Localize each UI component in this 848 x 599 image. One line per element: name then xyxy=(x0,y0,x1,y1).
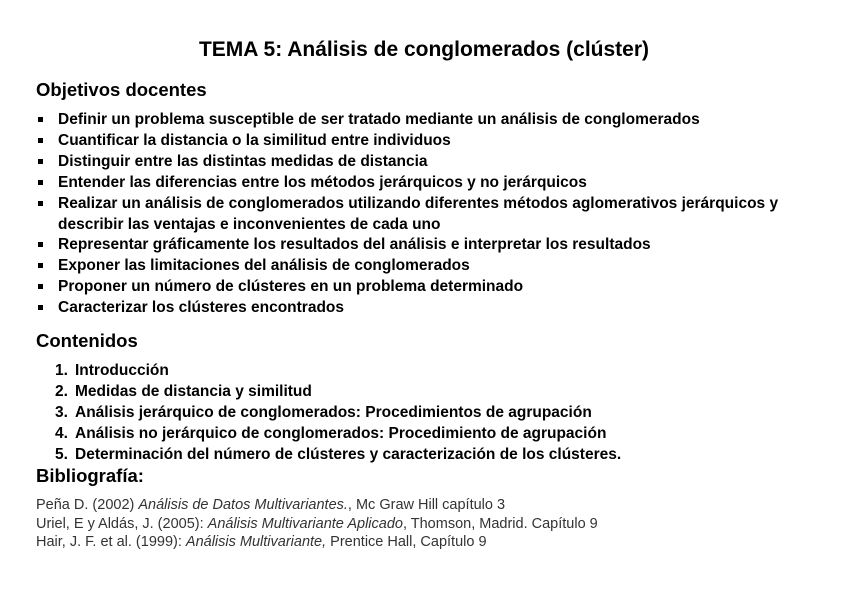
list-item-text: Exponer las limitaciones del análisis de conglomerados xyxy=(58,257,470,275)
objetivos-list xyxy=(36,110,826,319)
list-item-text: Distinguir entre las distintas medidas de distancia xyxy=(58,152,428,170)
objetivos-heading: Objetivos docentes xyxy=(36,79,207,100)
item-number: 1. xyxy=(55,362,68,379)
list-item xyxy=(55,424,835,445)
reference-author: Uriel, E y Aldás, J. (2005): xyxy=(36,515,208,532)
contenidos-heading: Contenidos xyxy=(36,330,138,351)
reference-publisher: , Mc Graw Hill capítulo 3 xyxy=(347,497,506,513)
list-item-text: Análisis jerárquico de conglomerados: Procedimientos de agrupación xyxy=(75,403,592,421)
list-item xyxy=(36,277,826,298)
bullet-icon xyxy=(38,201,43,206)
bibliografia-heading: Bibliografía: xyxy=(36,465,144,486)
item-number: 3. xyxy=(55,403,68,421)
item-number: 2. xyxy=(55,382,68,400)
reference-publisher: , Thomson, Madrid. Capítulo 9 xyxy=(402,515,598,532)
reference xyxy=(36,533,826,552)
list-item xyxy=(36,110,826,131)
list-item xyxy=(55,445,835,466)
list-item xyxy=(36,298,826,319)
list-item xyxy=(55,403,835,424)
list-item-text: Proponer un número de clústeres en un problema determinado xyxy=(58,278,524,296)
bullet-icon xyxy=(38,305,43,310)
list-item-text: Determinación del número de clústeres y caracterización de los clústeres. xyxy=(75,445,622,463)
page-title: TEMA 5: Análisis de conglomerados (clúster) xyxy=(198,38,650,61)
reference-title: Análisis Multivariante, xyxy=(185,534,327,550)
list-item xyxy=(36,194,826,236)
reference-author: Peña D. (2002) xyxy=(36,497,139,513)
bullet-icon xyxy=(38,180,43,185)
list-item xyxy=(36,152,826,173)
reference xyxy=(36,515,826,534)
bullet-icon xyxy=(38,117,43,122)
bullet-icon xyxy=(38,284,43,289)
list-item xyxy=(55,382,835,403)
list-item xyxy=(36,235,826,256)
reference-author: Hair, J. F. et al. (1999): xyxy=(36,534,186,550)
reference-title: Análisis Multivariante Aplicado xyxy=(207,515,403,532)
contenidos-list xyxy=(55,361,835,466)
list-item-text: Cuantificar la distancia o la similitud entre individuos xyxy=(58,131,451,149)
list-item-text: Entender las diferencias entre los métodos jerárquicos y no jerárquicos xyxy=(58,173,587,191)
list-item-text: Introducción xyxy=(75,362,169,379)
bullet-icon xyxy=(38,159,43,164)
reference-publisher: Prentice Hall, Capítulo 9 xyxy=(326,534,487,550)
list-item-text: Caracterizar los clústeres encontrados xyxy=(58,299,345,317)
item-number: 5. xyxy=(55,445,68,463)
list-item-text: Análisis no jerárquico de conglomerados: Procedimiento de agrupación xyxy=(75,424,607,442)
bibliography xyxy=(36,496,826,552)
item-number: 4. xyxy=(55,424,68,442)
list-item-text: Definir un problema susceptible de ser tratado mediante un análisis de conglomerados xyxy=(58,111,700,128)
list-item xyxy=(36,173,826,194)
bullet-icon xyxy=(38,263,43,268)
reference xyxy=(36,496,826,515)
bullet-icon xyxy=(38,138,43,143)
list-item-text: Medidas de distancia y similitud xyxy=(75,382,312,400)
reference-title: Análisis de Datos Multivariantes. xyxy=(138,497,348,513)
list-item-text: Representar gráficamente los resultados del análisis e interpretar los resultados xyxy=(58,236,651,254)
bullet-icon xyxy=(38,242,43,247)
list-item xyxy=(36,256,826,277)
list-item xyxy=(36,131,826,152)
list-item xyxy=(55,361,835,382)
list-item-text: Realizar un análisis de conglomerados utilizando diferentes métodos aglomerativos jerárquicos y describir las ventajas e inconvenientes de cada uno xyxy=(58,194,779,233)
